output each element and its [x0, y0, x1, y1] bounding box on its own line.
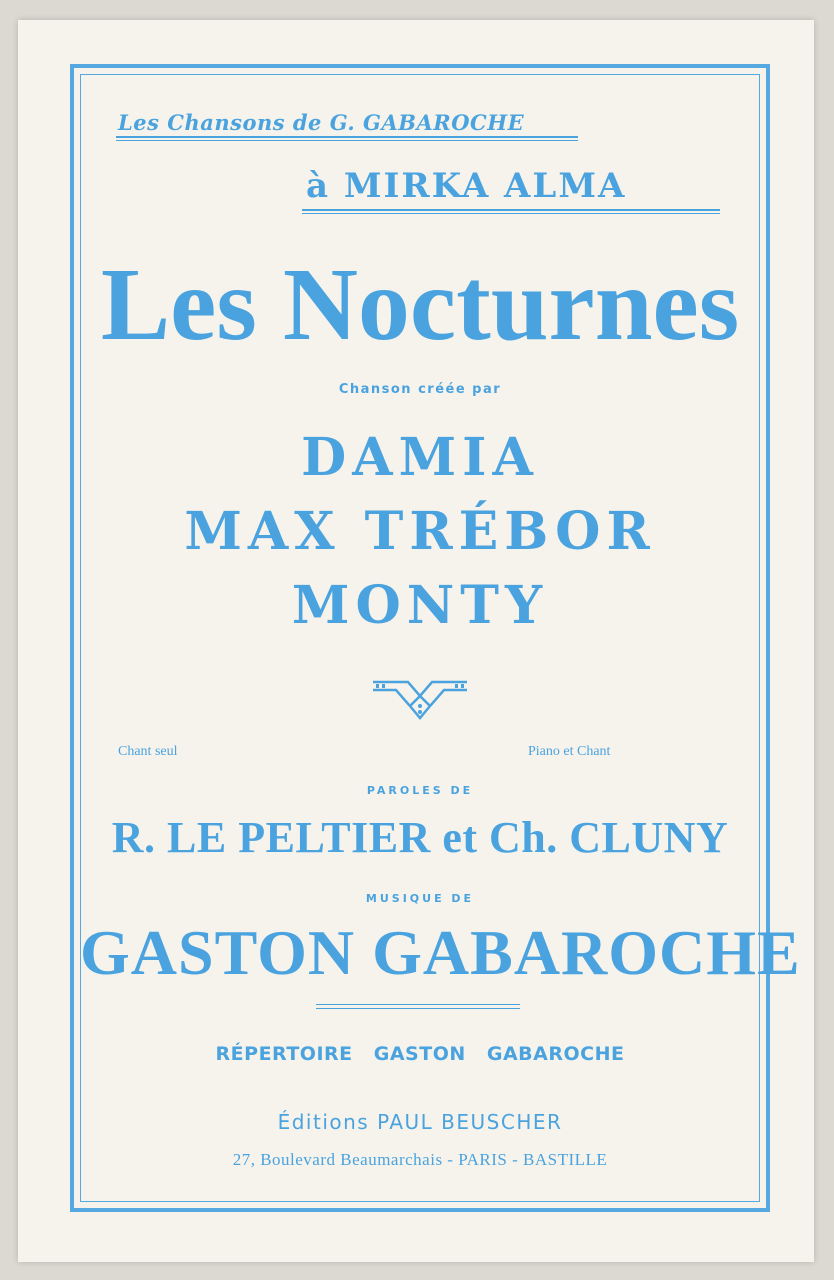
publisher-address: 27, Boulevard Beaumarchais - PARIS - BASTILLE	[232, 1150, 608, 1169]
repertoire: RÉPERTOIRE GASTON GABAROCHE	[215, 1043, 625, 1065]
dedication-underline	[302, 209, 720, 211]
edition-voice-only: Chant seul	[118, 744, 178, 759]
dedication-underline-thin	[302, 213, 720, 214]
art-deco-ornament-icon	[370, 676, 470, 724]
dedication: à MIRKA ALMA	[306, 166, 627, 206]
artist-2: MAX TRÉBOR	[184, 501, 656, 562]
composer: GASTON GABAROCHE	[80, 917, 801, 988]
lyricists: R. LE PELTIER et Ch. CLUNY	[111, 813, 729, 862]
series-underline-thin	[116, 140, 578, 141]
publisher: Éditions PAUL BEUSCHER	[277, 1110, 563, 1134]
series-underline	[116, 136, 578, 138]
artist-1: DAMIA	[301, 427, 539, 488]
subtitle: Chanson créée par	[338, 382, 502, 397]
song-title: Les Nocturnes	[100, 247, 740, 362]
divider-rule	[316, 1004, 520, 1005]
divider-rule-2	[316, 1008, 520, 1009]
music-label: MUSIQUE DE	[365, 892, 475, 905]
edition-piano-voice: Piano et Chant	[528, 744, 611, 759]
inner-border	[80, 74, 801, 1202]
lyrics-label: PAROLES DE	[366, 784, 474, 797]
series-title: Les Chansons de G. GABAROCHE	[118, 110, 525, 135]
artist-3: MONTY	[291, 575, 549, 636]
